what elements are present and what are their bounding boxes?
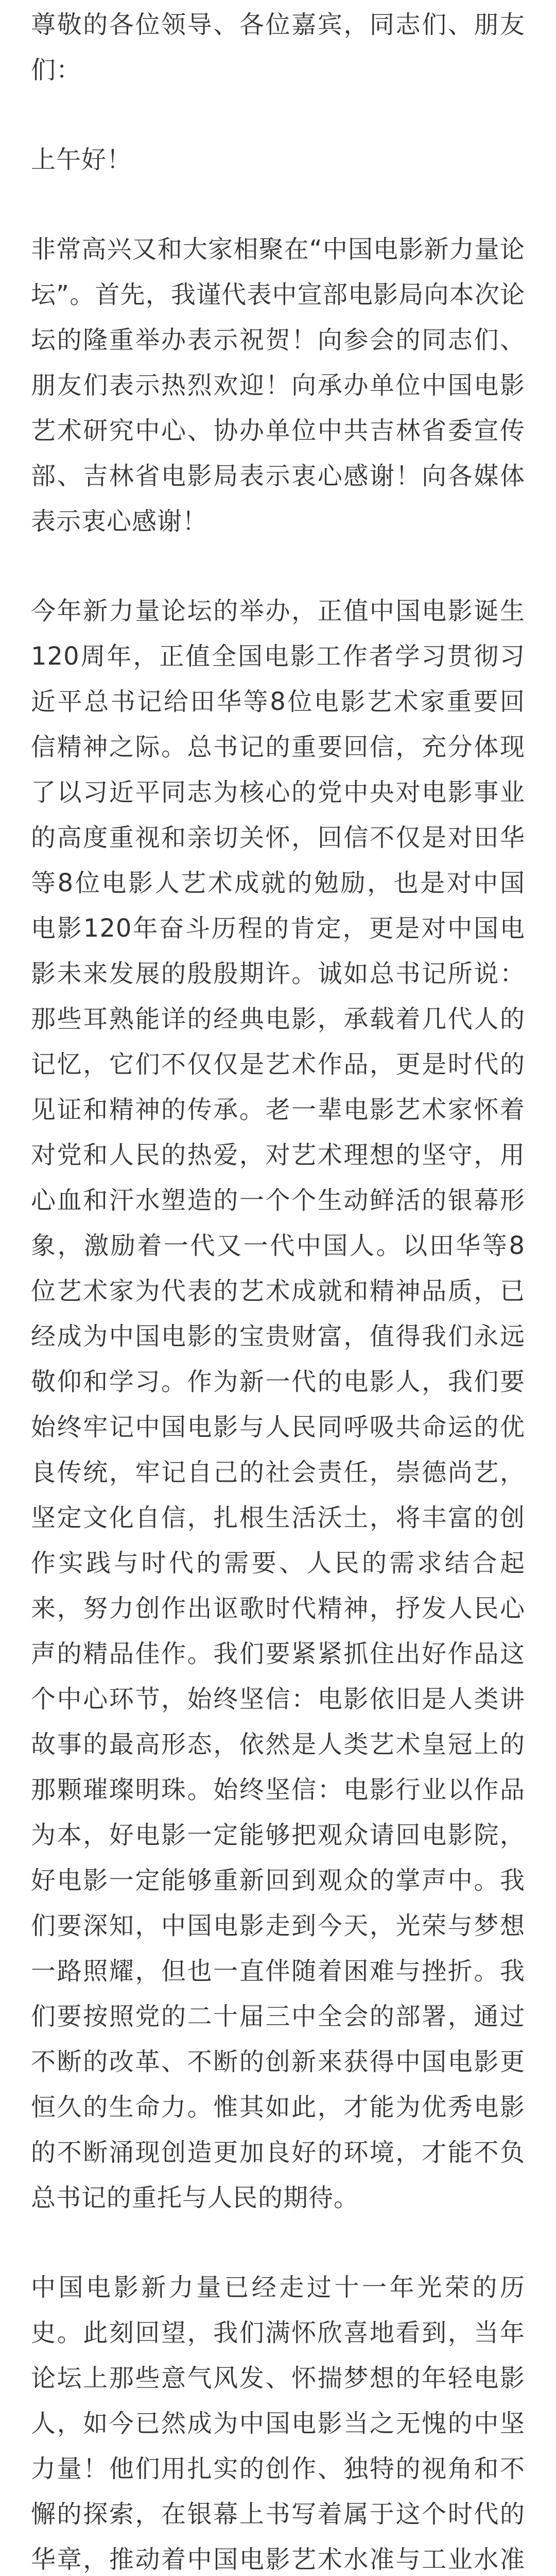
- paragraph-gap: [31, 182, 525, 227]
- intro-paragraph: 非常高兴又和大家相聚在“中国电影新力量论坛”。首先，我谨代表中宣部电影局向本次论坛的隆重举办表示祝贺！向参会的同志们、朋友们表示热烈欢迎！向承办单位中国电影艺术研究中心、协办单位中共吉林省委宣传部、吉林省电影局表示衷心感谢！向各媒体表示衷心感谢！: [31, 235, 525, 536]
- paragraph-gap: [31, 93, 525, 137]
- paragraph-gap: [31, 544, 525, 588]
- article-body: [31, 0, 525, 2576]
- paragraph-gap: [31, 2221, 525, 2265]
- body-paragraph-2: [31, 2265, 525, 2576]
- body-paragraph-1: 今年新力量论坛的举办，正值中国电影诞生120周年，正值全国电影工作者学习贯彻习近平总书记给田华等8位电影艺术家重要回信精神之际。总书记的重要回信，充分体现了以习近平同志为核心的党中央对电影事业的高度重视和亲切关怀，回信不仅是对田华等8位电影人艺术成就的勉励，也是对中国电影120年奋斗历程的肯定，更是对中国电影未来发展的殷殷期许。诚如总书记所说：那些耳熟能详的经典电影，承载着几代人的记忆，它们不仅仅是艺术作品，更是时代的见证和精神的传承。老一辈电影艺术家怀着对党和人民的热爱，对艺术理想的坚守，用心血和汗水塑造的一个个生动鲜活的银幕形象，激励着一代又一代中国人。以田华等8位艺术家为代表的艺术成就和精神品质，已经成为中国电影的宝贵财富，值得我们永远敬仰和学习。作为新一代的电影人，我们要始终牢记中国电影与人民同呼吸共命运的优良传统，牢记自己的社会责任，崇德尚艺，坚定文化自信，扎根生活沃土，将丰富的创作实践与时代的需要、人民的需求结合起来，努力创作出讴歌时代精神，抒发人民心声的精品佳作。我们要紧紧抓住出好作品这个中心环节，始终坚信：电影依旧是人类讲故事的最高形态，依然是人类艺术皇冠上的那颗璀璨明珠。始终坚信：电影行业以作品为本，好电影一定能够把观众请回电影院，好电影一定能够重新回到观众的掌声中。我们要深知，中国电影走到今天，光荣与梦想一路照耀，但也一直伴随着困难与挫折。我们要按照党的二十届三中全会的部署，通过不断的改革、不断的创新来获得中国电影更恒久的生命力。惟其如此，才能为优秀电影的不断涌现创造更加良好的环境，才能不负总书记的重托与人民的期待。: [31, 597, 525, 2212]
- body-paragraph-2-part-a: 中国电影新力量已经走过十一年光荣的历史。此刻回望，我们满怀欣喜地看到，当年论坛上那些意气风发、怀揣梦想的年轻电影人，如今已然成为中国电影当之无愧的中坚力量！他们用扎实的创作、独特的视角和不懈的探索，在银幕上书写着属于这个时代的华章，推动着中国电影艺术水准与工业水准: [31, 2273, 525, 2574]
- morning-paragraph: 上午好！: [31, 145, 132, 174]
- greeting-paragraph: 尊敬的各位领导、各位嘉宾，同志们、朋友们：: [31, 10, 525, 84]
